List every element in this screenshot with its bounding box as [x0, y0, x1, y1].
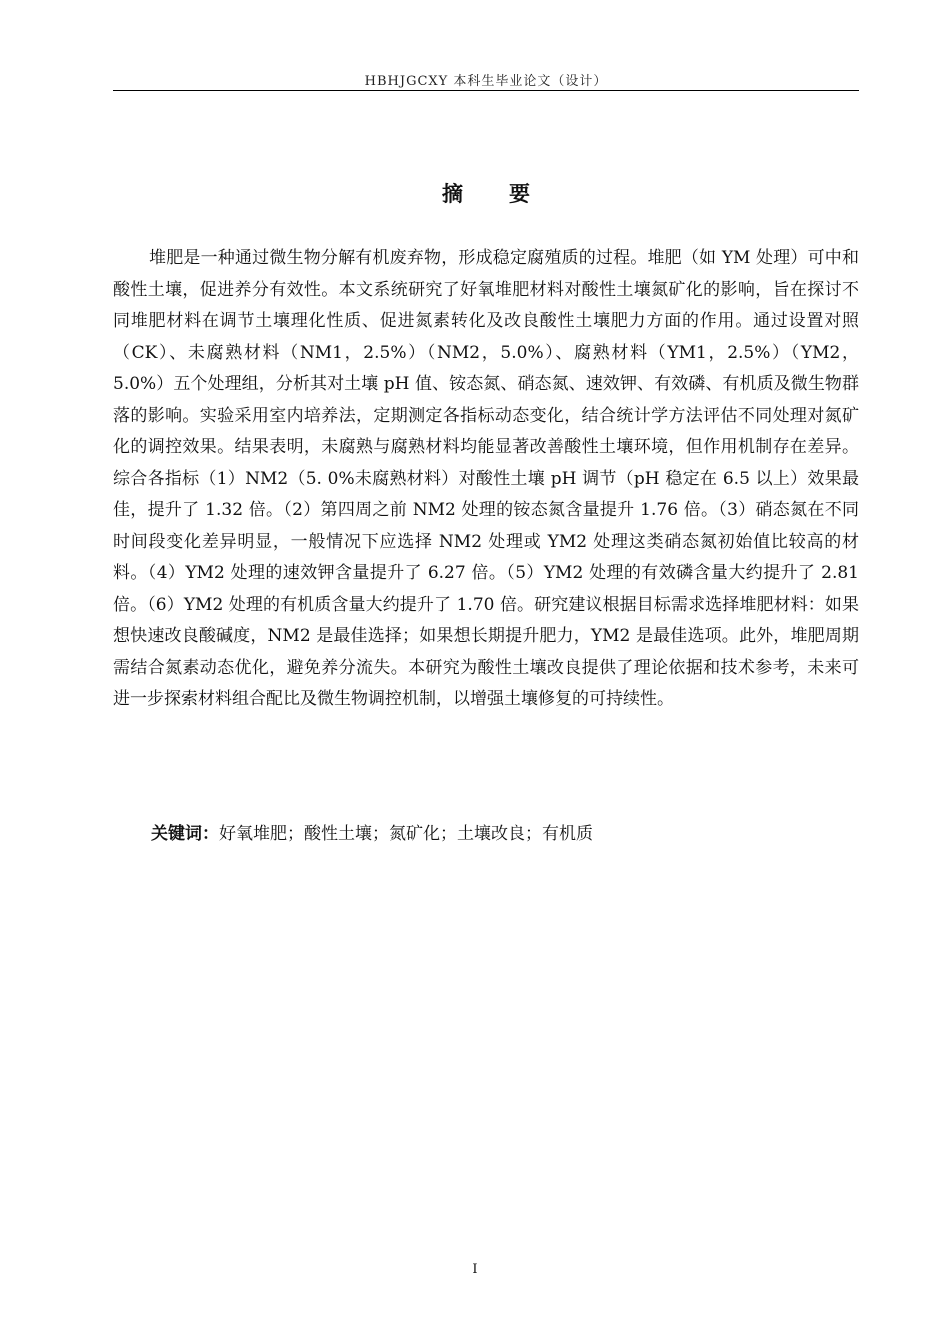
- page-number: I: [472, 1262, 478, 1277]
- keywords-text: 好氧堆肥；酸性土壤；氮矿化；土壤改良；有机质: [219, 824, 593, 844]
- running-header: HBHJGCXY 本科生毕业论文（设计）: [364, 74, 608, 89]
- abstract-title: 摘要: [442, 181, 576, 206]
- keywords-label: 关键词：: [151, 824, 219, 844]
- abstract-body: 堆肥是一种通过微生物分解有机废弃物，形成稳定腐殖质的过程。堆肥（如 YM 处理）可中和酸性土壤，促进养分有效性。本文系统研究了好氧堆肥材料对酸性土壤氮矿化的影响，旨在探讨不同堆肥材料在调节土壤理化性质、促进氮素转化及改良酸性土壤肥力方面的作用。通过设置对照（CK）、未腐熟材料（NM1，2.5%）（NM2，5.0%）、腐熟材料（YM1，2.5%）（YM2，5.0%）五个处理组，分析其对土壤 pH 值、铵态氮、硝态氮、速效钾、有效磷、有机质及微生物群落的影响。实验采用室内培养法，定期测定各指标动态变化，结合统计学方法评估不同处理对氮矿化的调控效果。结果表明，未腐熟与腐熟材料均能显著改善酸性土壤环境，但作用机制存在差异。综合各指标（1）NM2（5. 0%未腐熟材料）对酸性土壤 pH 调节（pH 稳定在 6.5 以上）效果最佳，提升了 1.32 倍。（2）第四周之前 NM2 处理的铵态氮含量提升 1.76 倍。（3）硝态氮在不同时间段变化差异明显，一般情况下应选择 NM2 处理或 YM2 处理这类硝态氮初始值比较高的材料。（4）YM2 处理的速效钾含量提升了 6.27 倍。（5）YM2 处理的有效磷含量大约提升了 2.81 倍。（6）YM2 处理的有机质含量大约提升了 1.70 倍。研究建议根据目标需求选择堆肥材料：如果想快速改良酸碱度，NM2 是最佳选择；如果想长期提升肥力，YM2 是最佳选项。此外，堆肥周期需结合氮素动态优化，避免养分流失。本研究为酸性土壤改良提供了理论依据和技术参考，未来可进一步探索材料组合配比及微生物调控机制，以增强土壤修复的可持续性。: [113, 248, 859, 709]
- header-rule: [113, 90, 859, 91]
- keywords-line: [151, 820, 851, 848]
